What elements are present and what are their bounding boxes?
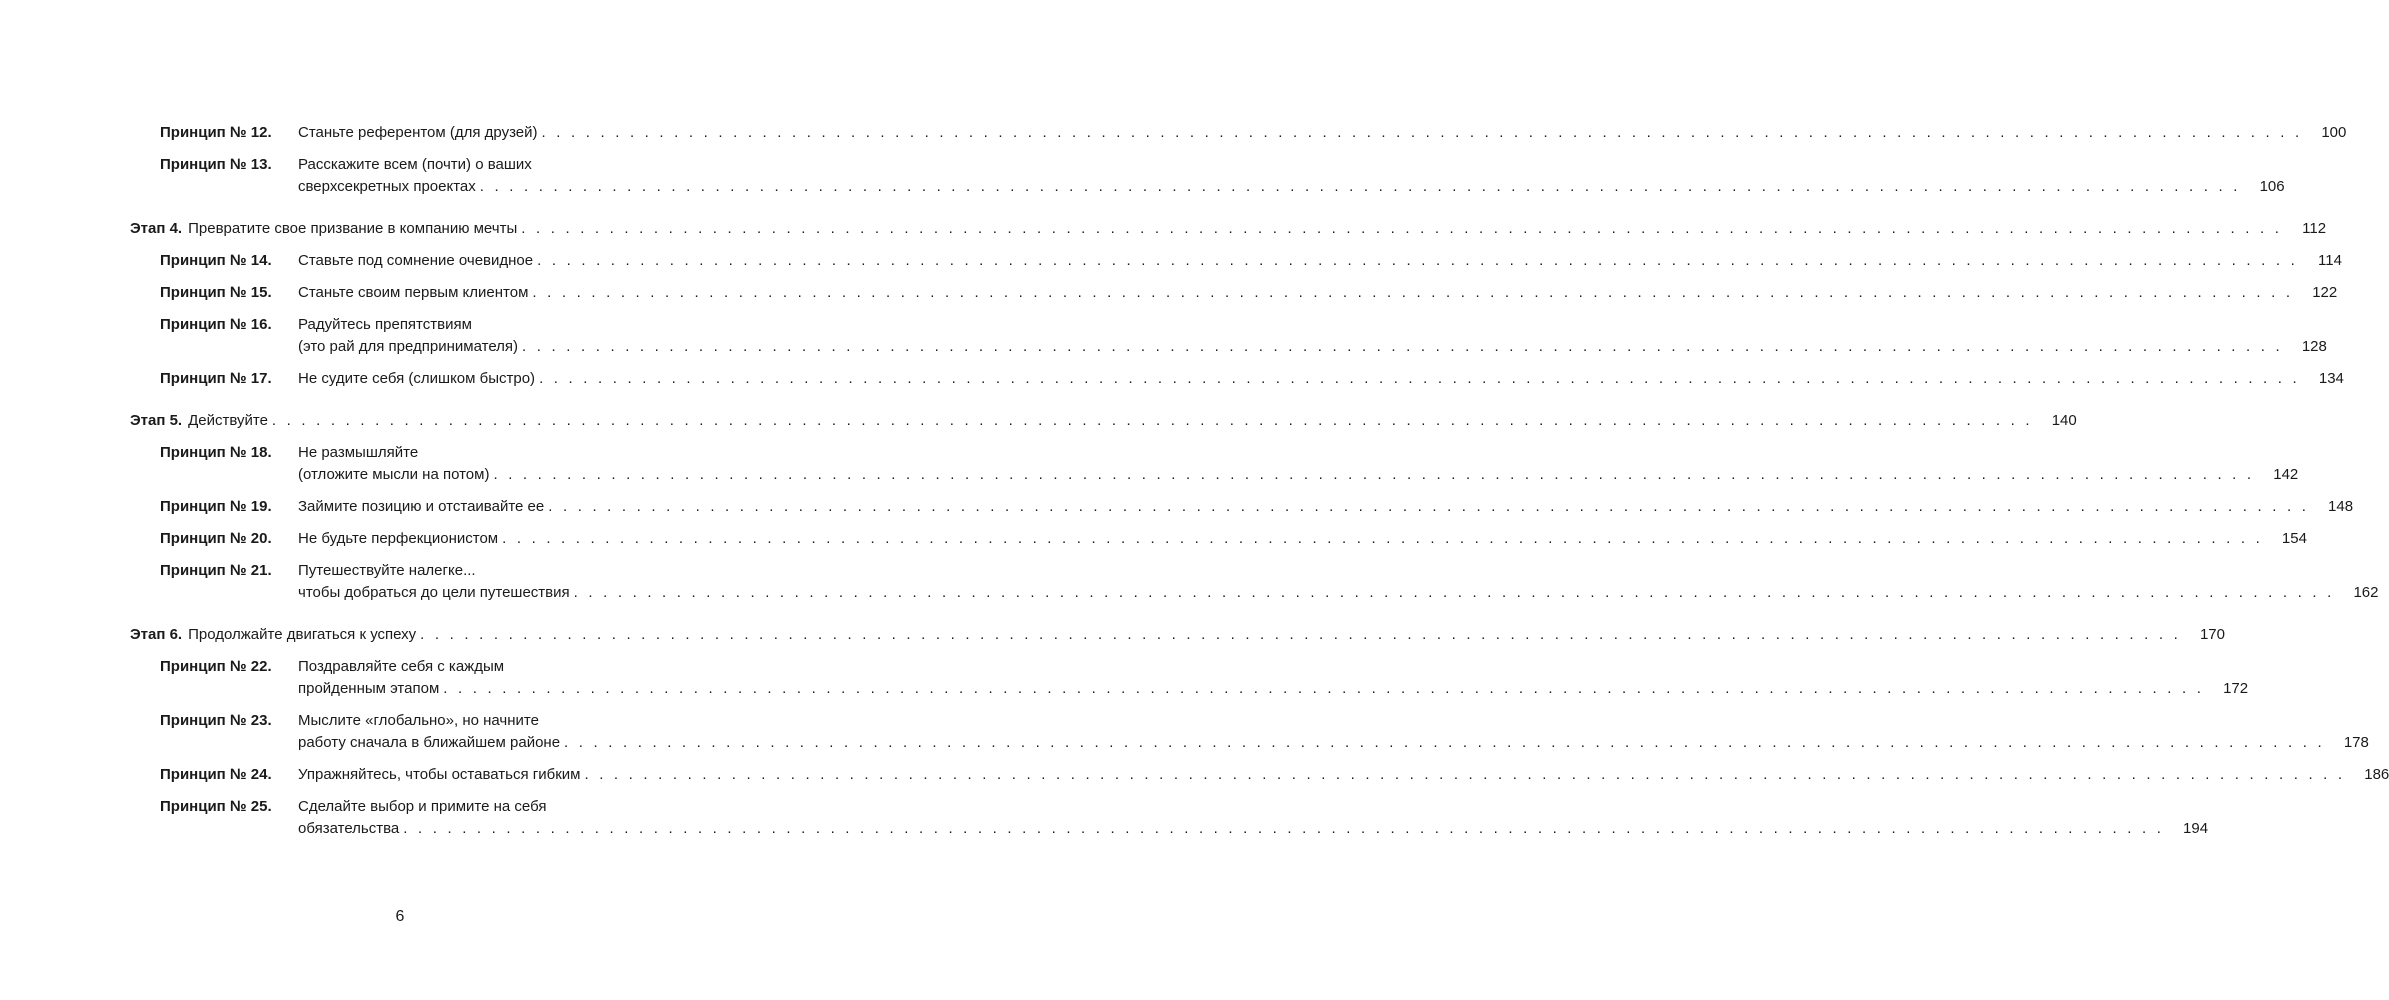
entry-title [298,710,2369,754]
stage-label: Этап 6. [130,626,183,643]
title-line: Продолжайте двигаться к успеху [188,626,417,643]
dot-leader: . . . . . . . . . . . . . . . . . . . . . . . . . . . . . . . . . . . . . . . . . . . . . . . . . . . . . . . . . . . . . . . . . . . . . . . . . . . . . . . . . . . . . . . . . . . . . . . . . . . . . . . . . . . . . . . . . . . . . . . . [539,370,2300,387]
dot-leader: . . . . . . . . . . . . . . . . . . . . . . . . . . . . . . . . . . . . . . . . . . . . . . . . . . . . . . . . . . . . . . . . . . . . . . . . . . . . . . . . . . . . . . . . . . . . . . . . . . . . . . . . . . . . . . . . . . . . . . . . [271,412,2033,429]
title-line: Не размышляйте [298,444,419,461]
page-ref: 128 [2301,338,2327,355]
principle-label: Принцип № 23. [160,712,272,729]
dot-leader: . . . . . . . . . . . . . . . . . . . . . . . . . . . . . . . . . . . . . . . . . . . . . . . . . . . . . . . . . . . . . . . . . . . . . . . . . . . . . . . . . . . . . . . . . . . . . . . . . . . . . . . . . . . . . . . . . . . . . . . . [573,584,2335,601]
page-ref: 194 [2183,820,2209,837]
toc-principle-entry [0,528,2307,550]
principle-label: Принцип № 17. [160,370,272,387]
dot-leader: . . . . . . . . . . . . . . . . . . . . . . . . . . . . . . . . . . . . . . . . . . . . . . . . . . . . . . . . . . . . . . . . . . . . . . . . . . . . . . . . . . . . . . . . . . . . . . . . . . . . . . . . . . . . . . . . . . . . . . . . [537,252,2298,269]
principle-label: Принцип № 19. [160,498,272,515]
page-ref: 172 [2223,680,2249,697]
dot-leader: . . . . . . . . . . . . . . . . . . . . . . . . . . . . . . . . . . . . . . . . . . . . . . . . . . . . . . . . . . . . . . . . . . . . . . . . . . . . . . . . . . . . . . . . . . . . . . . . . . . . . . . . . . . . . . . . . . . . . . . . [443,680,2205,697]
page-number: 6 [395,908,405,925]
toc-stage-entry [0,410,2077,432]
title-line: Расскажите всем (почти) о ваших [298,156,532,173]
principle-label: Принцип № 25. [160,798,272,815]
principle-label: Принцип № 24. [160,766,272,783]
page-ref: 106 [2259,178,2285,195]
entry-title [298,656,2248,700]
page-ref: 114 [2318,252,2342,269]
principle-label: Принцип № 13. [160,156,272,173]
entry-title [298,796,2208,840]
stage-label: Этап 5. [130,412,183,429]
toc-principle-entry [0,250,2342,272]
entry-title [188,410,2077,432]
entry-title [188,218,2326,240]
principle-label: Принцип № 20. [160,530,272,547]
toc-principle-entry [0,314,2327,358]
toc-principle-entry [0,282,2338,304]
page-ref: 122 [2312,284,2338,301]
dot-leader: . . . . . . . . . . . . . . . . . . . . . . . . . . . . . . . . . . . . . . . . . . . . . . . . . . . . . . . . . . . . . . . . . . . . . . . . . . . . . . . . . . . . . . . . . . . . . . . . . . . . . . . . . . . . . . . . . . . . . . . . [502,530,2263,547]
page-ref: 134 [2318,370,2344,387]
page-ref: 178 [2343,734,2369,751]
title-line: Сделайте выбор и примите на себя [298,798,547,815]
dot-leader: . . . . . . . . . . . . . . . . . . . . . . . . . . . . . . . . . . . . . . . . . . . . . . . . . . . . . . . . . . . . . . . . . . . . . . . . . . . . . . . . . . . . . . . . . . . . . . . . . . . . . . . . . . . . . . . . . . . . . . . . [521,220,2283,237]
dot-leader: . . . . . . . . . . . . . . . . . . . . . . . . . . . . . . . . . . . . . . . . . . . . . . . . . . . . . . . . . . . . . . . . . . . . . . . . . . . . . . . . . . . . . . . . . . . . . . . . . . . . . . . . . . . . . . . . . . . . . . . . [584,766,2346,783]
title-line: Не будьте перфекционистом [298,530,499,547]
entry-title [298,250,2342,272]
principle-label: Принцип № 21. [160,562,272,579]
title-line: обязательства [298,820,400,837]
toc-principle-entry [0,710,2369,754]
title-line: Путешествуйте налегке... [298,562,476,579]
title-line: Станьте референтом (для друзей) [298,124,538,141]
table-of-contents [0,122,2389,850]
entry-title [188,624,2225,646]
dot-leader: . . . . . . . . . . . . . . . . . . . . . . . . . . . . . . . . . . . . . . . . . . . . . . . . . . . . . . . . . . . . . . . . . . . . . . . . . . . . . . . . . . . . . . . . . . . . . . . . . . . . . . . . . . . . . . . . . . . . . . . . [541,124,2303,141]
title-line: Превратите свое призвание в компанию мечты [188,220,518,237]
entry-title [298,442,2298,486]
toc-principle-entry [0,154,2285,198]
page-ref: 142 [2273,466,2299,483]
page-ref: 148 [2328,498,2354,515]
toc-principle-entry [0,560,2379,604]
entry-title [298,764,2389,786]
dot-leader: . . . . . . . . . . . . . . . . . . . . . . . . . . . . . . . . . . . . . . . . . . . . . . . . . . . . . . . . . . . . . . . . . . . . . . . . . . . . . . . . . . . . . . . . . . . . . . . . . . . . . . . . . . . . . . . . . . . . . . . . [522,338,2283,355]
principle-label: Принцип № 22. [160,658,272,675]
title-line: (отложите мысли на потом) [298,466,490,483]
dot-leader: . . . . . . . . . . . . . . . . . . . . . . . . . . . . . . . . . . . . . . . . . . . . . . . . . . . . . . . . . . . . . . . . . . . . . . . . . . . . . . . . . . . . . . . . . . . . . . . . . . . . . . . . . . . . . . . . . . . . . . . . [548,498,2310,515]
toc-principle-entry [0,656,2249,700]
dot-leader: . . . . . . . . . . . . . . . . . . . . . . . . . . . . . . . . . . . . . . . . . . . . . . . . . . . . . . . . . . . . . . . . . . . . . . . . . . . . . . . . . . . . . . . . . . . . . . . . . . . . . . . . . . . . . . . . . . . . . . . . [403,820,2165,837]
title-line: (это рай для предпринимателя) [298,338,519,355]
page-ref: 170 [2199,626,2225,643]
page-ref: 140 [2051,412,2077,429]
toc-principle-entry [0,368,2344,390]
entry-title [298,282,2337,304]
principle-label: Принцип № 15. [160,284,272,301]
dot-leader: . . . . . . . . . . . . . . . . . . . . . . . . . . . . . . . . . . . . . . . . . . . . . . . . . . . . . . . . . . . . . . . . . . . . . . . . . . . . . . . . . . . . . . . . . . . . . . . . . . . . . . . . . . . . . . . . . . . . . . . . [493,466,2255,483]
stage-label: Этап 4. [130,220,183,237]
title-line: Упражняйтесь, чтобы оставаться гибким [298,766,581,783]
entry-title [298,154,2285,198]
toc-principle-entry [0,122,2347,144]
entry-title [298,368,2344,390]
page-ref: 162 [2353,584,2379,601]
toc-stage-entry [0,624,2225,646]
toc-principle-entry [0,764,2389,786]
title-line: пройденным этапом [298,680,440,697]
principle-label: Принцип № 18. [160,444,272,461]
entry-title [298,314,2327,358]
toc-stage-entry [0,218,2327,240]
title-line: Станьте своим первым клиентом [298,284,529,301]
dot-leader: . . . . . . . . . . . . . . . . . . . . . . . . . . . . . . . . . . . . . . . . . . . . . . . . . . . . . . . . . . . . . . . . . . . . . . . . . . . . . . . . . . . . . . . . . . . . . . . . . . . . . . . . . . . . . . . . . . . . . . . . [532,284,2294,301]
title-line: Поздравляйте себя с каждым [298,658,505,675]
title-line: Ставьте под сомнение очевидное [298,252,534,269]
toc-principle-entry [0,796,2209,840]
page-ref: 154 [2281,530,2307,547]
dot-leader: . . . . . . . . . . . . . . . . . . . . . . . . . . . . . . . . . . . . . . . . . . . . . . . . . . . . . . . . . . . . . . . . . . . . . . . . . . . . . . . . . . . . . . . . . . . . . . . . . . . . . . . . . . . . . . . . . . . . . . . . [479,178,2241,195]
title-line: Займите позицию и отстаивайте ее [298,498,545,515]
principle-label: Принцип № 12. [160,124,272,141]
entry-title [298,528,2307,550]
page-ref: 100 [2321,124,2347,141]
title-line: сверхсекретных проектах [298,178,476,195]
dot-leader: . . . . . . . . . . . . . . . . . . . . . . . . . . . . . . . . . . . . . . . . . . . . . . . . . . . . . . . . . . . . . . . . . . . . . . . . . . . . . . . . . . . . . . . . . . . . . . . . . . . . . . . . . . . . . . . . . . . . . . . . [420,626,2181,643]
toc-principle-entry [0,442,2299,486]
title-line: Радуйтесь препятствиям [298,316,472,333]
principle-label: Принцип № 16. [160,316,272,333]
dot-leader: . . . . . . . . . . . . . . . . . . . . . . . . . . . . . . . . . . . . . . . . . . . . . . . . . . . . . . . . . . . . . . . . . . . . . . . . . . . . . . . . . . . . . . . . . . . . . . . . . . . . . . . . . . . . . . . . . . . . . . . . [564,734,2325,751]
page-ref: 186 [2364,766,2389,783]
title-line: чтобы добраться до цели путешествия [298,584,570,601]
page-ref: 112 [2302,220,2327,237]
toc-principle-entry [0,496,2354,518]
principle-label: Принцип № 14. [160,252,272,269]
title-line: Мыслите «глобально», но начните [298,712,539,729]
entry-title [298,122,2346,144]
title-line: Действуйте [188,412,268,429]
title-line: работу сначала в ближайшем районе [298,734,561,751]
title-line: Не судите себя (слишком быстро) [298,370,536,387]
entry-title [298,496,2353,518]
entry-title [298,560,2378,604]
